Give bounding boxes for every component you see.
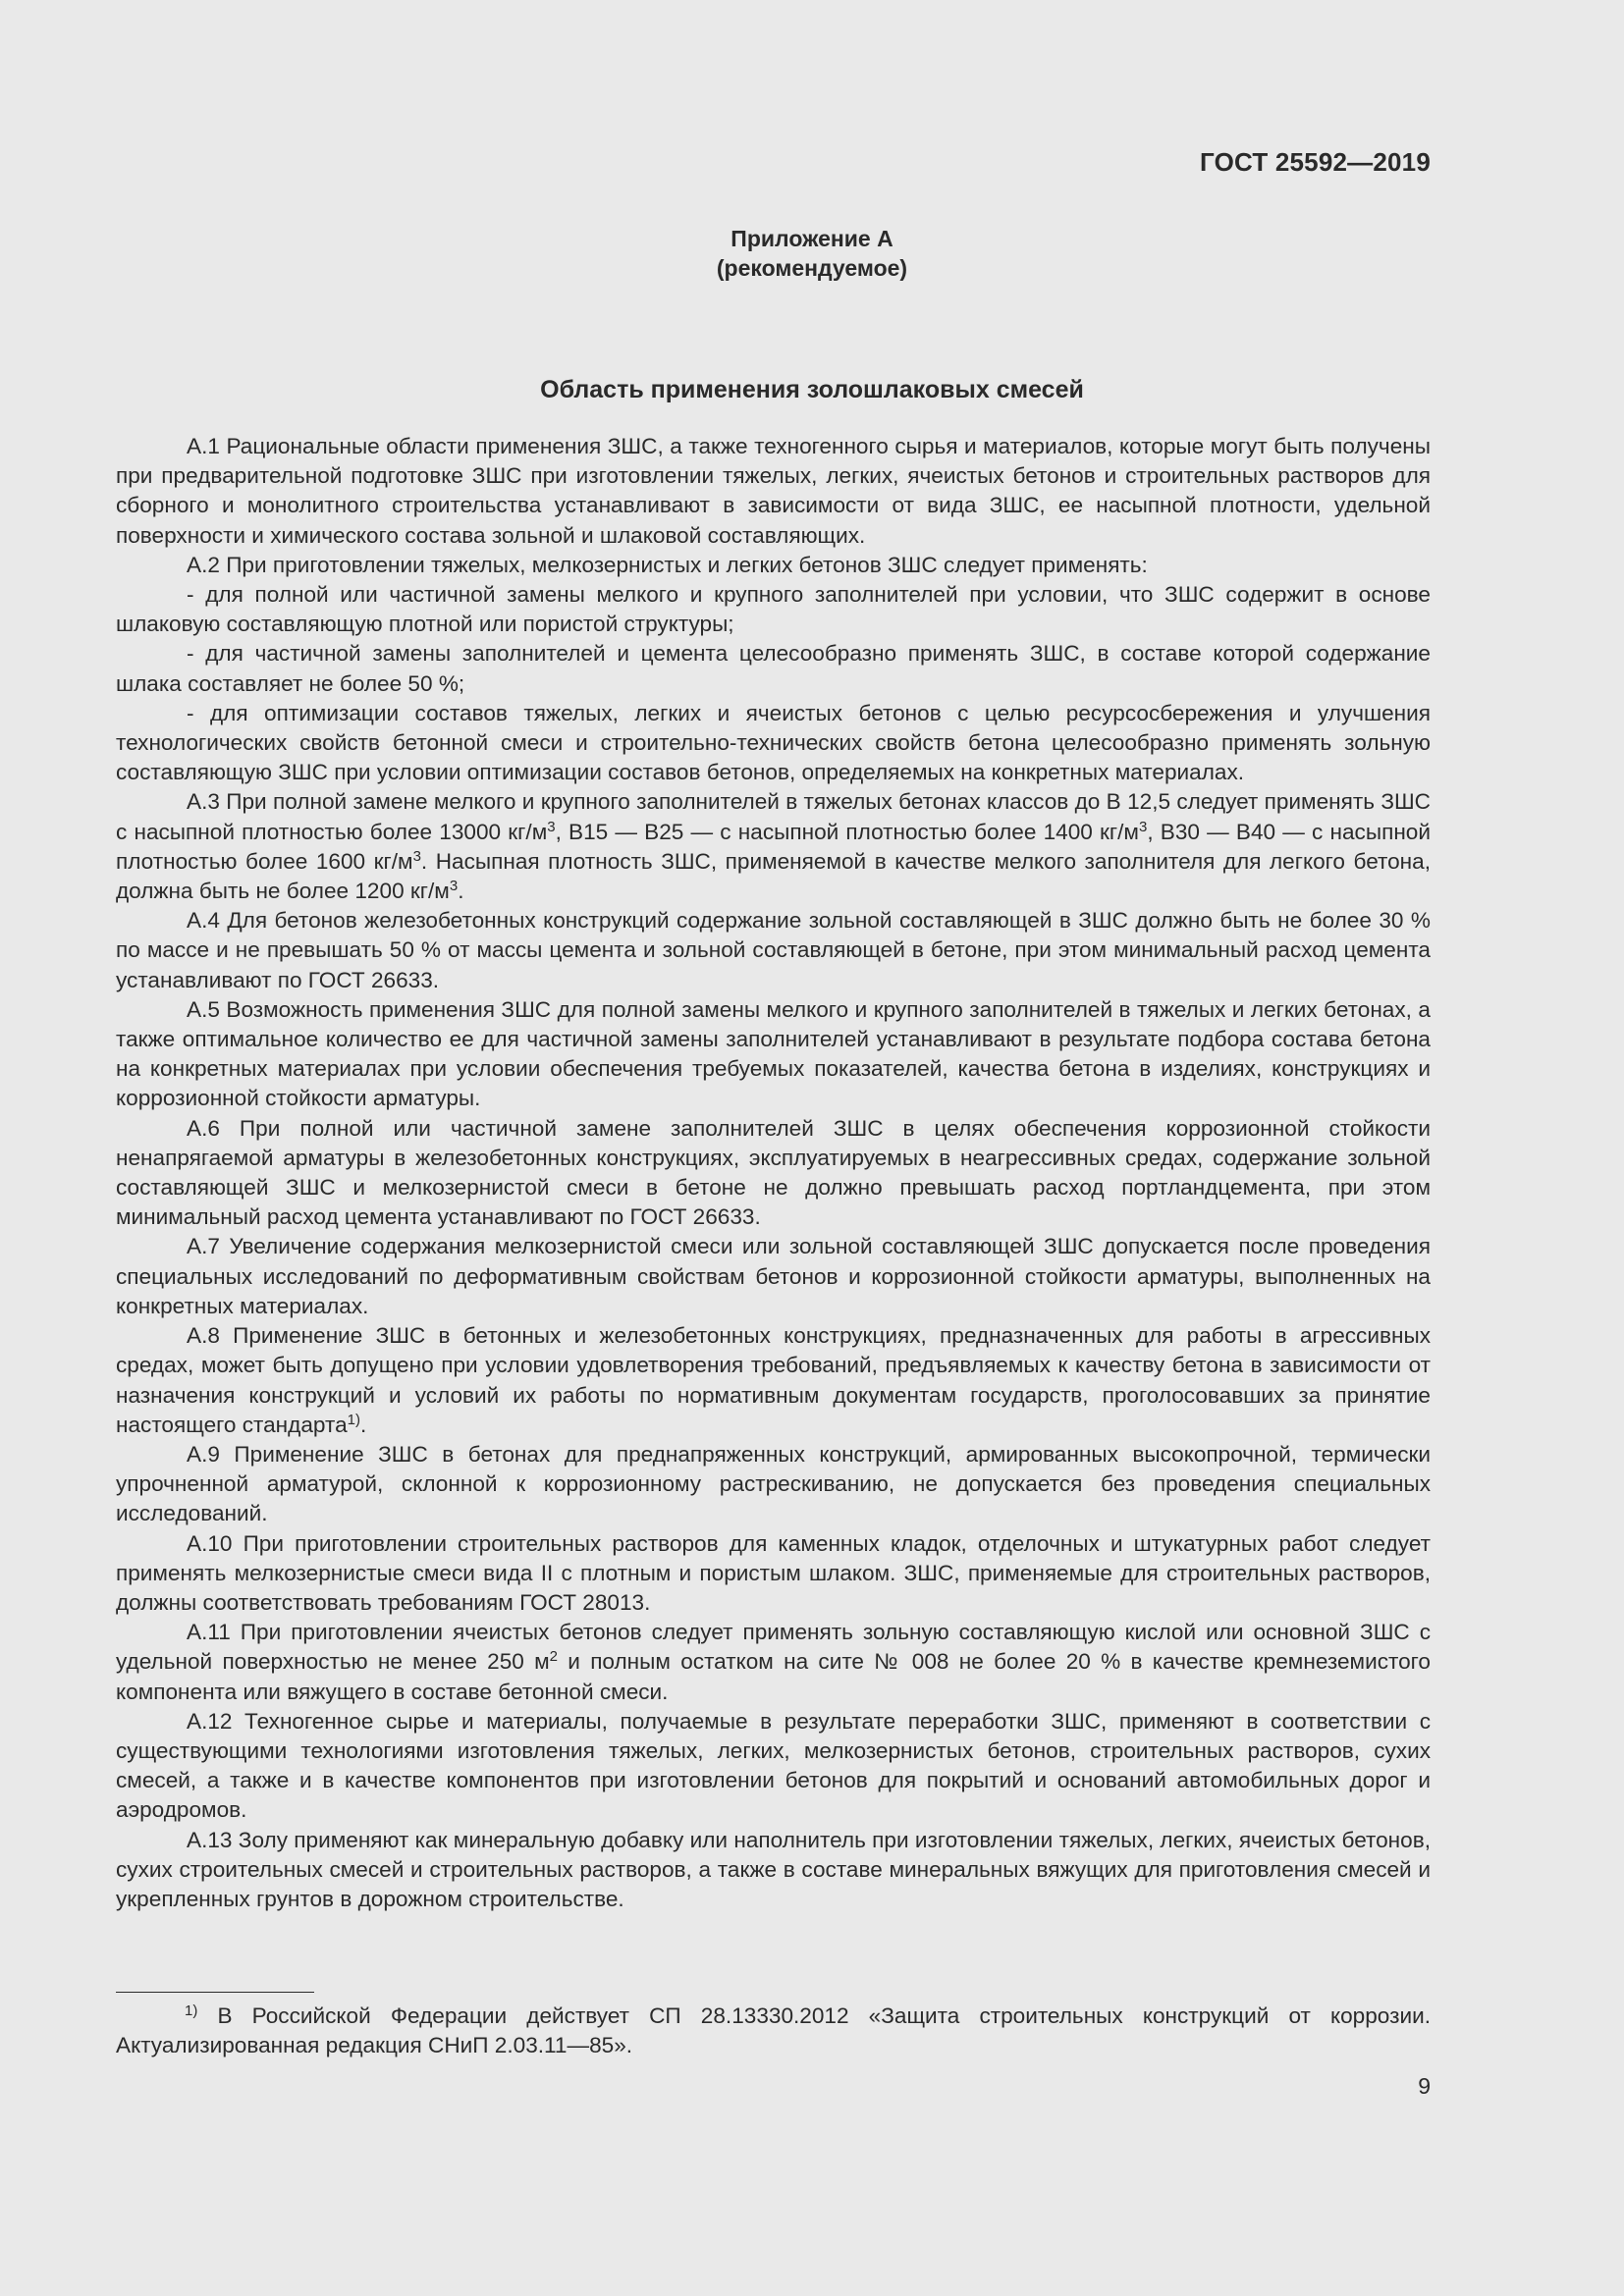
superscript: 1) xyxy=(347,1411,360,1428)
appendix-title: Приложение А xyxy=(731,226,893,251)
paragraph: А.1 Рациональные области применения ЗШС, а также техногенного сырья и материалов, которые могут быть получены при предварительной подготовке ЗШС при изготовлении тяжелых, легких, ячеистых бетонов и строительных растворов для сборного и монолитного строительства устанавливают в зависимости от вида ЗШС, ее насыпной плотности, удельной поверхности и химического состава зольной и шлаковой составляющих. xyxy=(116,434,1431,548)
paragraph xyxy=(116,1321,1431,1440)
footnote-text: В Российской Федерации действует СП 28.13330.2012 «Защита строительных конструкций от коррозии. Актуализированная редакция СНиП 2.03.11—85». xyxy=(116,2003,1431,2057)
paragraph xyxy=(116,787,1431,906)
appendix-status: (рекомендуемое) xyxy=(716,255,908,281)
text-segment: . Насыпная плотность ЗШС, применяемой в качестве мелкого заполнителя для легкого бетона, должна быть не более 1200 кг/м xyxy=(116,848,1431,904)
list-item: - для полной или частичной замены мелкого и крупного заполнителей при условии, что ЗШС содержит в основе шлаковую составляющую плотной или пористой структуры; xyxy=(116,582,1431,637)
document-code: ГОСТ 25592—2019 xyxy=(1200,147,1431,177)
superscript: 3 xyxy=(449,878,459,895)
superscript: 2 xyxy=(549,1648,559,1666)
text-segment: . xyxy=(359,1412,367,1437)
footnote xyxy=(116,2002,1431,2060)
paragraph xyxy=(116,1618,1431,1707)
paragraph: А.10 При приготовлении строительных растворов для каменных кладок, отделочных и штукатурных работ следует применять мелкозернистые смеси вида II с плотным и пористым шлаком. ЗШС, применяемые для строительных растворов, должны соответствовать требованиям ГОСТ 28013. xyxy=(116,1530,1431,1615)
paragraph: А.7 Увеличение содержания мелкозернистой смеси или зольной составляющей ЗШС допускается после проведения специальных исследований по деформативным свойствам бетонов и коррозионной стойкости арматуры, выполненных на конкретных материалах. xyxy=(116,1234,1431,1318)
footnote-divider xyxy=(116,1992,314,1993)
section-title: Область применения золошлаковых смесей xyxy=(540,376,1084,403)
list-item: - для оптимизации составов тяжелых, легких и ячеистых бетонов с целью ресурсосбережения и улучшения технологических свойств бетонной смеси и строительно-технических свойств бетона целесообразно применять зольную составляющую ЗШС при условии оптимизации составов бетонов, определяемых на конкретных материалах. xyxy=(116,700,1431,785)
document-body xyxy=(116,432,1431,1914)
text-segment: , В30 — В40 — с насыпной плотностью более 1600 кг/м xyxy=(116,819,1431,874)
text-segment: А.11 При приготовлении ячеистых бетонов следует применять зольную составляющую кислой или основной ЗШС с удельной поверхностью не менее 250 м xyxy=(116,1620,1431,1675)
appendix-heading xyxy=(0,224,1624,283)
paragraph: А.2 При приготовлении тяжелых, мелкозернистых и легких бетонов ЗШС следует применять: xyxy=(187,552,1148,577)
paragraph: А.6 При полной или частичной замене заполнителей ЗШС в целях обеспечения коррозионной стойкости ненапрягаемой арматуры в железобетонных конструкциях, эксплуатируемых в неагрессивных средах, содержание зольной составляющей ЗШС и мелкозернистой смеси в бетоне не должно превышать расход портландцемента, при этом минимальный расход цемента устанавливают по ГОСТ 26633. xyxy=(116,1115,1431,1230)
text-segment: и полным остатком на сите № 008 не более 20 % в качестве кремнеземистого компонента или вяжущего в составе бетонной смеси. xyxy=(116,1649,1431,1704)
list-item: - для частичной замены заполнителей и цемента целесообразно применять ЗШС, в составе которой содержание шлака составляет не более 50 %; xyxy=(116,641,1431,696)
text-segment: , В15 — В25 — с насыпной плотностью более 1400 кг/м xyxy=(555,819,1139,844)
paragraph: А.12 Техногенное сырье и материалы, получаемые в результате переработки ЗШС, применяют в соответствии с существующими технологиями изготовления тяжелых, легких, мелкозернистых бетонов, строительных растворов, сухих смесей, а также и в качестве компонентов при изготовлении бетонов для покрытий и оснований автомобильных дорог и аэродромов. xyxy=(116,1708,1431,1823)
superscript: 3 xyxy=(547,818,556,835)
paragraph: А.13 Золу применяют как минеральную добавку или наполнитель при изготовлении тяжелых, легких, ячеистых бетонов, сухих строительных смесей и строительных растворов, а также в составе минеральных вяжущих для приготовления смесей и укрепленных грунтов в дорожном строительстве. xyxy=(116,1827,1431,1911)
superscript: 3 xyxy=(412,847,421,865)
superscript: 3 xyxy=(1138,818,1148,835)
paragraph: А.5 Возможность применения ЗШС для полной замены мелкого и крупного заполнителей в тяжелых и легких бетонах, а также оптимальное количество ее для частичной замены заполнителей устанавливают в результате подбора состава бетона на конкретных материалах при условии обеспечения требуемых показателей, качества бетона в изделиях, конструкциях и коррозионной стойкости арматуры. xyxy=(116,996,1431,1111)
text-segment: А.3 При полной замене мелкого и крупного заполнителей в тяжелых бетонах классов до В 12,5 следует применять ЗШС с насыпной плотностью более 13000 кг/м xyxy=(116,789,1431,844)
footnote-marker: 1) xyxy=(185,2002,198,2019)
text-segment: А.8 Применение ЗШС в бетонных и железобетонных конструкциях, предназначенных для работы в агрессивных средах, может быть допущено при условии удовлетворения требований, предъявляемых к качеству бетона в зависимости от назначения конструкций и условий их работы по нормативным документам государств, проголосовавших за принятие настоящего стандарта xyxy=(116,1323,1431,1437)
paragraph: А.4 Для бетонов железобетонных конструкций содержание зольной составляющей в ЗШС должно быть не более 30 % по массе и не превышать 50 % от массы цемента и зольной составляющей в бетоне, при этом минимальный расход цемента устанавливают по ГОСТ 26633. xyxy=(116,908,1431,992)
text-segment: . xyxy=(458,879,464,904)
page-number: 9 xyxy=(1418,2073,1431,2099)
paragraph: А.9 Применение ЗШС в бетонах для преднапряженных конструкций, армированных высокопрочной, термически упрочненной арматурой, склонной к коррозионному растрескиванию, не допускается без проведения специальных исследований. xyxy=(116,1441,1431,1526)
